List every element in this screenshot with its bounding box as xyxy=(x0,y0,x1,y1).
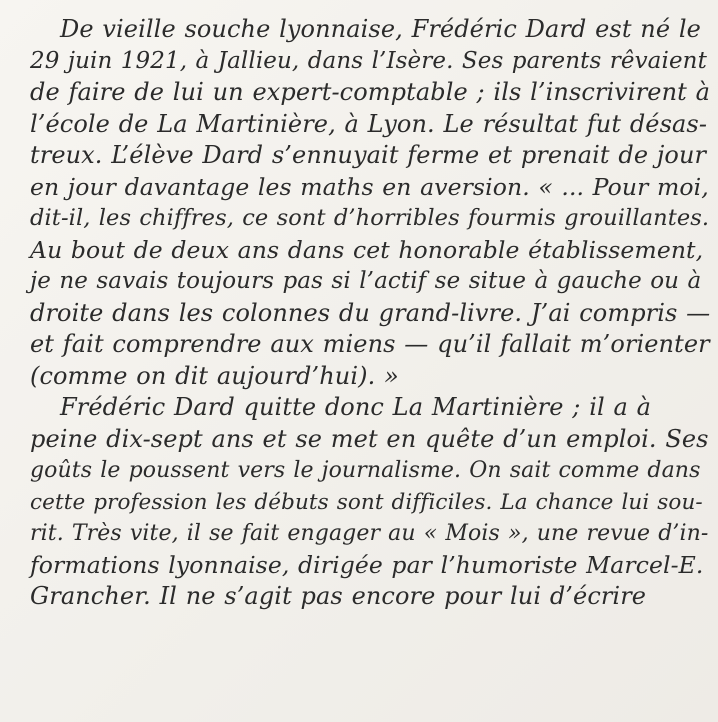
text-line: goûts le poussent vers le journalisme. On sait comme dans xyxy=(30,458,701,483)
text-line: de faire de lui un expert-comptable ; ils l’inscrivirent à xyxy=(30,78,711,106)
text-line: je ne savais toujours pas si l’actif se situe à gauche ou à xyxy=(30,268,702,294)
text-line: peine dix-sept ans et se met en quête d’un emploi. Ses xyxy=(30,424,709,453)
text-line: (comme on dit aujourd’hui). » xyxy=(30,361,399,390)
paragraph-2 xyxy=(30,392,710,613)
text-line: l’école de La Martinière, à Lyon. Le résultat fut désas- xyxy=(30,109,708,138)
text-line: De vieille souche lyonnaise, Frédéric Dard est né le xyxy=(60,15,701,43)
text-line: 29 juin 1921, à Jallieu, dans l’Isère. Ses parents rêvaient xyxy=(30,47,707,74)
text-line: Grancher. Il ne s’agit pas encore pour lui d’écrire xyxy=(30,582,647,610)
text-line: Frédéric Dard quitte donc La Martinière ; il a à xyxy=(60,393,652,421)
text-line: dit-il, les chiffres, ce sont d’horribles fourmis grouillantes. xyxy=(30,205,710,231)
body-text xyxy=(30,14,710,613)
text-line: et fait comprendre aux miens — qu’il fallait m’orienter xyxy=(30,330,710,358)
text-line: cette profession les débuts sont difficiles. La chance lui sou- xyxy=(30,489,703,515)
text-line: droite dans les colonnes du grand-livre. J’ai compris — xyxy=(30,298,711,327)
text-line: treux. L’élève Dard s’ennuyait ferme et prenait de jour xyxy=(30,141,707,169)
text-line: Au bout de deux ans dans cet honorable établissement, xyxy=(30,235,704,264)
text-line: formations lyonnaise, dirigée par l’humoriste Marcel-E. xyxy=(30,550,704,579)
paragraph-1 xyxy=(30,14,710,392)
text-line: rit. Très vite, il se fait engager au « Mois », une revue d’in- xyxy=(30,521,709,546)
text-line: en jour davantage les maths en aversion. « ... Pour moi, xyxy=(30,172,709,201)
